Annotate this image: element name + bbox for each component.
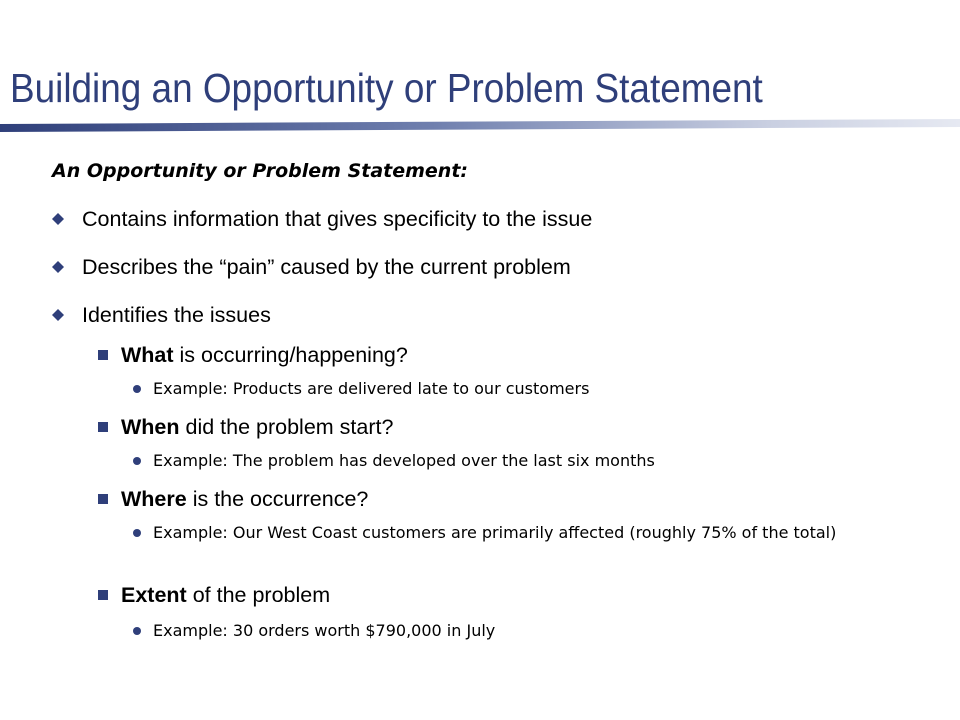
issue-text: is the occurrence? bbox=[186, 487, 369, 511]
dot-bullet-icon bbox=[133, 457, 141, 465]
section-heading: An Opportunity or Problem Statement: bbox=[52, 160, 469, 182]
dot-bullet-icon bbox=[133, 529, 141, 537]
bullet-text: Contains information that gives specificity to the issue bbox=[82, 207, 593, 231]
square-bullet-icon bbox=[98, 350, 108, 360]
issue-text: did the problem start? bbox=[179, 415, 394, 439]
issue-text: is occurring/happening? bbox=[173, 343, 408, 367]
slide-title: Building an Opportunity or Problem Statement bbox=[10, 65, 763, 111]
example-text: Example: The problem has developed over the last six months bbox=[153, 451, 655, 470]
square-bullet-icon bbox=[98, 422, 108, 432]
title-underline-bar bbox=[0, 118, 960, 134]
example-text: Example: 30 orders worth $790,000 in July bbox=[153, 621, 496, 640]
example-text: Example: Products are delivered late to our customers bbox=[153, 379, 590, 398]
issue-keyword: When bbox=[121, 415, 180, 439]
bullet-text: Describes the “pain” caused by the current problem bbox=[82, 255, 571, 279]
example-text: Example: Our West Coast customers are primarily affected (roughly 75% of the total) bbox=[153, 523, 837, 542]
issue-keyword: Where bbox=[121, 487, 187, 511]
issue-keyword: Extent bbox=[121, 583, 187, 607]
bullet-text: Identifies the issues bbox=[82, 303, 271, 327]
diamond-bullet-icon bbox=[52, 261, 64, 273]
issue-keyword: What bbox=[121, 343, 174, 367]
dot-bullet-icon bbox=[133, 385, 141, 393]
dot-bullet-icon bbox=[133, 627, 141, 635]
diamond-bullet-icon bbox=[52, 213, 64, 225]
square-bullet-icon bbox=[98, 590, 108, 600]
diamond-bullet-icon bbox=[52, 309, 64, 321]
square-bullet-icon bbox=[98, 494, 108, 504]
issue-text: of the problem bbox=[186, 583, 331, 607]
